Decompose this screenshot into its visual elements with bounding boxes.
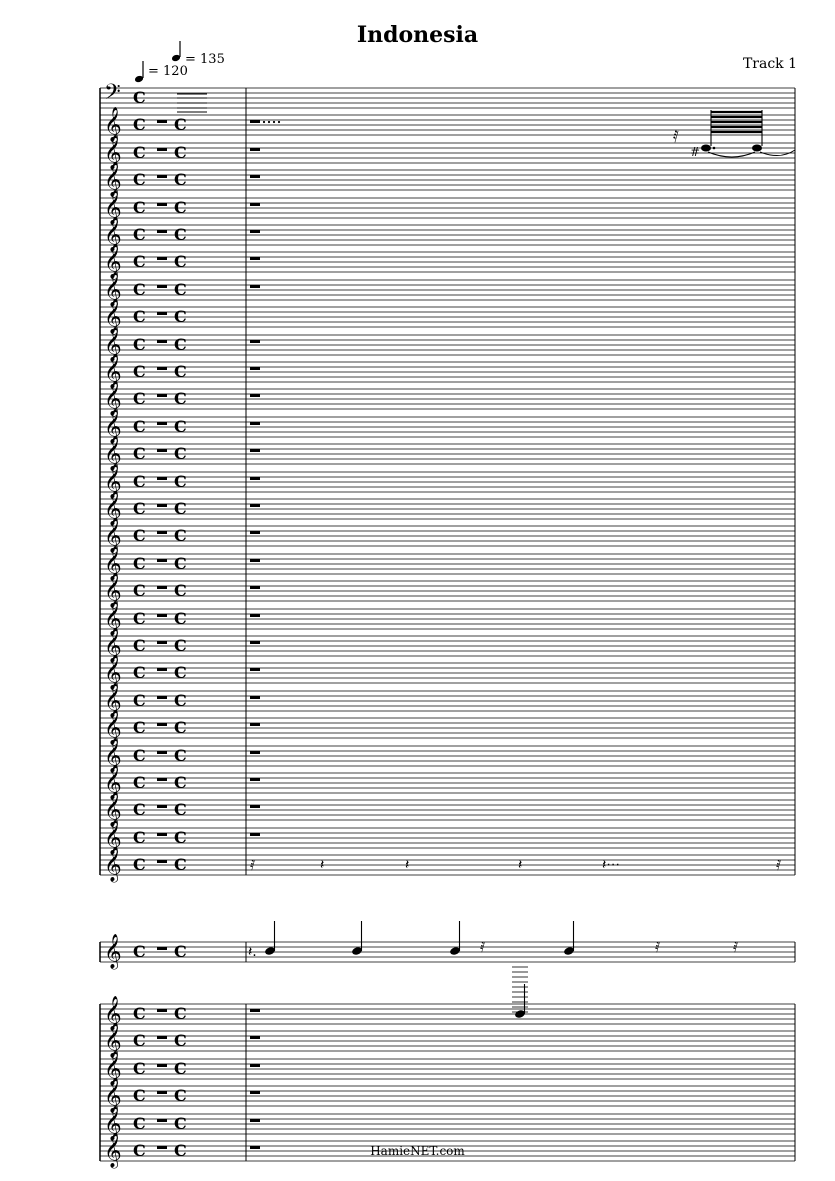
staff xyxy=(100,381,795,417)
whole-rest xyxy=(250,340,260,343)
treble-clef-icon: 𝄞 xyxy=(104,1051,122,1086)
staff xyxy=(100,80,795,110)
treble-clef-icon: 𝄞 xyxy=(104,934,122,969)
svg-text:#: # xyxy=(690,145,701,159)
staff xyxy=(100,491,795,527)
whole-rest xyxy=(157,1064,167,1067)
svg-text:𝅀: 𝅀 xyxy=(655,940,661,956)
time-signature: C xyxy=(174,1114,187,1133)
treble-clef-icon: 𝄞 xyxy=(104,436,122,471)
time-signature: C xyxy=(174,335,187,354)
time-signature: C xyxy=(133,499,146,518)
whole-rest xyxy=(157,148,167,151)
time-signature: C xyxy=(174,444,187,463)
whole-rest xyxy=(157,285,167,288)
whole-rest xyxy=(250,257,260,260)
staff xyxy=(100,272,795,308)
time-signature: C xyxy=(174,942,187,961)
time-signature: C xyxy=(133,335,146,354)
time-signature: C xyxy=(133,942,146,961)
svg-text:𝄽.: 𝄽. xyxy=(248,944,257,960)
staff xyxy=(100,683,795,719)
whole-rest xyxy=(157,723,167,726)
staff xyxy=(100,190,795,226)
whole-rest xyxy=(157,312,167,315)
staff xyxy=(100,792,795,828)
treble-clef-icon: 𝄞 xyxy=(104,135,122,170)
melody-notes xyxy=(248,857,781,1019)
whole-rest xyxy=(157,477,167,480)
whole-rest xyxy=(250,833,260,836)
time-signature: C xyxy=(174,1141,187,1160)
time-signature: C xyxy=(133,718,146,737)
tempo-mark-120: = 120 xyxy=(148,64,188,79)
staff xyxy=(100,628,795,664)
whole-rest xyxy=(157,1009,167,1012)
time-signature: C xyxy=(174,307,187,326)
track-label: Track 1 xyxy=(742,56,797,72)
time-signature: C xyxy=(174,1059,187,1078)
svg-text:𝅀: 𝅀 xyxy=(250,858,256,874)
time-signature: C xyxy=(174,526,187,545)
whole-rest xyxy=(250,367,260,370)
treble-clef-icon: 𝄞 xyxy=(104,162,122,197)
tempo-note-icon-120 xyxy=(134,61,144,83)
treble-clef-icon: 𝄞 xyxy=(104,354,122,389)
staff xyxy=(100,847,795,883)
whole-rest xyxy=(250,422,260,425)
whole-rest xyxy=(250,614,260,617)
staff xyxy=(100,354,795,390)
time-signature: C xyxy=(133,115,146,134)
treble-clef-icon: 𝄞 xyxy=(104,518,122,553)
whole-rest xyxy=(157,641,167,644)
staff xyxy=(100,655,795,691)
treble-clef-icon: 𝄞 xyxy=(104,409,122,444)
time-signature: C xyxy=(174,636,187,655)
treble-clef-icon: 𝄞 xyxy=(104,217,122,252)
whole-rest xyxy=(250,751,260,754)
whole-rest xyxy=(250,285,260,288)
whole-rest xyxy=(157,120,167,123)
time-signature: C xyxy=(133,1031,146,1050)
whole-rest xyxy=(250,778,260,781)
time-signature: C xyxy=(174,663,187,682)
whole-rest xyxy=(250,477,260,480)
time-signature: C xyxy=(174,773,187,792)
treble-clef-icon: 𝄞 xyxy=(104,1133,122,1168)
whole-rest xyxy=(250,805,260,808)
whole-rest xyxy=(157,778,167,781)
whole-rest xyxy=(157,1146,167,1149)
time-signature: C xyxy=(174,170,187,189)
treble-clef-icon: 𝄞 xyxy=(104,327,122,362)
whole-rest xyxy=(250,586,260,589)
treble-clef-icon: 𝄞 xyxy=(104,190,122,225)
time-signature: C xyxy=(133,1114,146,1133)
staff xyxy=(100,710,795,746)
svg-text:𝄽: 𝄽 xyxy=(320,857,325,873)
treble-clef-icon: 𝄞 xyxy=(104,573,122,608)
whole-rest xyxy=(157,947,167,950)
whole-rest xyxy=(250,203,260,206)
treble-clef-icon: 𝄞 xyxy=(104,847,122,882)
treble-clef-icon: 𝄞 xyxy=(104,655,122,690)
time-signature: C xyxy=(133,225,146,244)
svg-text:𝅀: 𝅀 xyxy=(776,858,782,874)
time-signature: C xyxy=(133,1059,146,1078)
whole-rest xyxy=(250,641,260,644)
treble-clef-icon: 𝄞 xyxy=(104,628,122,663)
whole-rest xyxy=(157,257,167,260)
whole-rest xyxy=(157,586,167,589)
time-signature: C xyxy=(174,855,187,874)
score-title: Indonesia xyxy=(356,22,479,48)
time-signature: C xyxy=(174,746,187,765)
whole-rest xyxy=(250,1064,260,1067)
staff xyxy=(100,738,795,774)
whole-rest xyxy=(157,860,167,863)
whole-rest xyxy=(250,230,260,233)
treble-clef-icon: 𝄞 xyxy=(104,710,122,745)
whole-rest xyxy=(250,559,260,562)
staff xyxy=(100,601,795,637)
time-signature: C xyxy=(133,252,146,271)
time-signature: C xyxy=(174,115,187,134)
time-signature: C xyxy=(174,225,187,244)
time-signature: C xyxy=(133,143,146,162)
time-signature: C xyxy=(133,691,146,710)
treble-clef-icon: 𝄞 xyxy=(104,107,122,142)
staff xyxy=(100,162,795,198)
whole-rest xyxy=(157,833,167,836)
treble-clef-icon: 𝄞 xyxy=(104,792,122,827)
whole-rest xyxy=(250,696,260,699)
time-signature: C xyxy=(174,280,187,299)
whole-rest xyxy=(157,340,167,343)
treble-clef-icon: 𝄞 xyxy=(104,1078,122,1113)
staff xyxy=(100,1023,795,1059)
whole-rest xyxy=(157,1119,167,1122)
whole-rest xyxy=(157,614,167,617)
staff xyxy=(100,1133,795,1169)
treble-clef-icon: 𝄞 xyxy=(104,683,122,718)
time-signature: C xyxy=(133,362,146,381)
bass-clef-icon: 𝄢 xyxy=(104,80,121,110)
whole-rest xyxy=(157,504,167,507)
time-signature: C xyxy=(174,609,187,628)
time-signature: C xyxy=(133,746,146,765)
footer-credit: HamieNET.com xyxy=(370,1144,465,1158)
staff xyxy=(100,820,795,856)
time-signature: C xyxy=(174,718,187,737)
time-signature: C xyxy=(133,855,146,874)
staff xyxy=(100,327,795,363)
treble-clef-icon: 𝄞 xyxy=(104,546,122,581)
whole-rest xyxy=(157,1036,167,1039)
time-signature: C xyxy=(133,828,146,847)
time-signature: C xyxy=(174,800,187,819)
time-signature: C xyxy=(133,88,146,107)
whole-rest xyxy=(157,230,167,233)
svg-text:𝅀: 𝅀 xyxy=(480,940,486,956)
whole-rest xyxy=(250,1091,260,1094)
svg-text:𝄽: 𝄽 xyxy=(405,857,410,873)
whole-rest xyxy=(250,1009,260,1012)
staff xyxy=(100,518,795,554)
staff xyxy=(100,299,795,335)
whole-rest xyxy=(250,1036,260,1039)
time-signature: C xyxy=(133,307,146,326)
whole-rest xyxy=(157,531,167,534)
whole-rest xyxy=(157,203,167,206)
time-signature: C xyxy=(133,773,146,792)
time-signature: C xyxy=(174,417,187,436)
staff xyxy=(100,1078,795,1114)
time-signature: C xyxy=(133,389,146,408)
whole-rest xyxy=(250,1119,260,1122)
whole-rest xyxy=(157,668,167,671)
treble-clef-icon: 𝄞 xyxy=(104,738,122,773)
whole-rest xyxy=(250,394,260,397)
whole-rest xyxy=(250,148,260,151)
time-signature: C xyxy=(133,1141,146,1160)
time-signature: C xyxy=(174,143,187,162)
time-signature: C xyxy=(174,198,187,217)
staff xyxy=(100,409,795,445)
time-signature: C xyxy=(133,280,146,299)
whole-rest xyxy=(157,696,167,699)
svg-text:𝄽⋯: 𝄽⋯ xyxy=(602,857,621,873)
time-signature: C xyxy=(133,581,146,600)
staff xyxy=(100,464,795,500)
time-signature: C xyxy=(174,389,187,408)
time-signature: C xyxy=(133,636,146,655)
time-signature: C xyxy=(133,800,146,819)
staff xyxy=(100,217,795,253)
time-signature: C xyxy=(174,252,187,271)
treble-clef-icon: 𝄞 xyxy=(104,464,122,499)
whole-rest xyxy=(157,1091,167,1094)
time-signature: C xyxy=(174,554,187,573)
svg-text:𝅀: 𝅀 xyxy=(733,940,739,956)
whole-rest xyxy=(250,120,260,123)
whole-rest xyxy=(250,449,260,452)
whole-rest xyxy=(157,175,167,178)
tempo-mark-135: = 135 xyxy=(185,52,225,67)
staff xyxy=(100,1051,795,1087)
time-signature: C xyxy=(133,663,146,682)
svg-text:𝅀: 𝅀 xyxy=(673,127,679,146)
treble-clef-icon: 𝄞 xyxy=(104,601,122,636)
time-signature: C xyxy=(174,691,187,710)
whole-rest xyxy=(250,531,260,534)
time-signature: C xyxy=(133,198,146,217)
treble-clef-icon: 𝄞 xyxy=(104,996,122,1031)
whole-rest xyxy=(157,559,167,562)
whole-rest xyxy=(157,751,167,754)
time-signature: C xyxy=(133,444,146,463)
treble-clef-icon: 𝄞 xyxy=(104,820,122,855)
tempo-note-icon-135 xyxy=(171,41,181,62)
time-signature: C xyxy=(133,1086,146,1105)
whole-rest xyxy=(250,504,260,507)
staff xyxy=(100,934,795,970)
time-signature: C xyxy=(133,472,146,491)
time-signature: C xyxy=(133,609,146,628)
whole-rest xyxy=(250,1146,260,1149)
whole-rest xyxy=(250,175,260,178)
svg-text:𝄽: 𝄽 xyxy=(518,857,523,873)
whole-rest xyxy=(157,422,167,425)
time-signature: C xyxy=(174,362,187,381)
time-signature: C xyxy=(133,170,146,189)
treble-clef-icon: 𝄞 xyxy=(104,1106,122,1141)
treble-clef-icon: 𝄞 xyxy=(104,491,122,526)
whole-rest xyxy=(250,668,260,671)
staff xyxy=(100,244,795,280)
staff xyxy=(100,765,795,801)
whole-rest xyxy=(157,805,167,808)
time-signature: C xyxy=(174,1004,187,1023)
time-signature: C xyxy=(133,554,146,573)
whole-rest xyxy=(157,367,167,370)
staff xyxy=(100,996,795,1032)
time-signature: C xyxy=(174,472,187,491)
whole-rest xyxy=(250,723,260,726)
treble-clef-icon: 𝄞 xyxy=(104,272,122,307)
whole-rest xyxy=(157,394,167,397)
treble-clef-icon: 𝄞 xyxy=(104,765,122,800)
time-signature: C xyxy=(174,1031,187,1050)
time-signature: C xyxy=(174,1086,187,1105)
time-signature: C xyxy=(174,581,187,600)
time-signature: C xyxy=(174,499,187,518)
time-signature: C xyxy=(174,828,187,847)
time-signature: C xyxy=(133,526,146,545)
note-group-staff1 xyxy=(673,110,795,159)
time-signature: C xyxy=(133,1004,146,1023)
treble-clef-icon: 𝄞 xyxy=(104,1023,122,1058)
time-signature: C xyxy=(133,417,146,436)
staff xyxy=(100,436,795,472)
treble-clef-icon: 𝄞 xyxy=(104,299,122,334)
staff xyxy=(100,573,795,609)
treble-clef-icon: 𝄞 xyxy=(104,381,122,416)
whole-rest xyxy=(157,449,167,452)
treble-clef-icon: 𝄞 xyxy=(104,244,122,279)
staff xyxy=(100,1106,795,1142)
staff xyxy=(100,546,795,582)
